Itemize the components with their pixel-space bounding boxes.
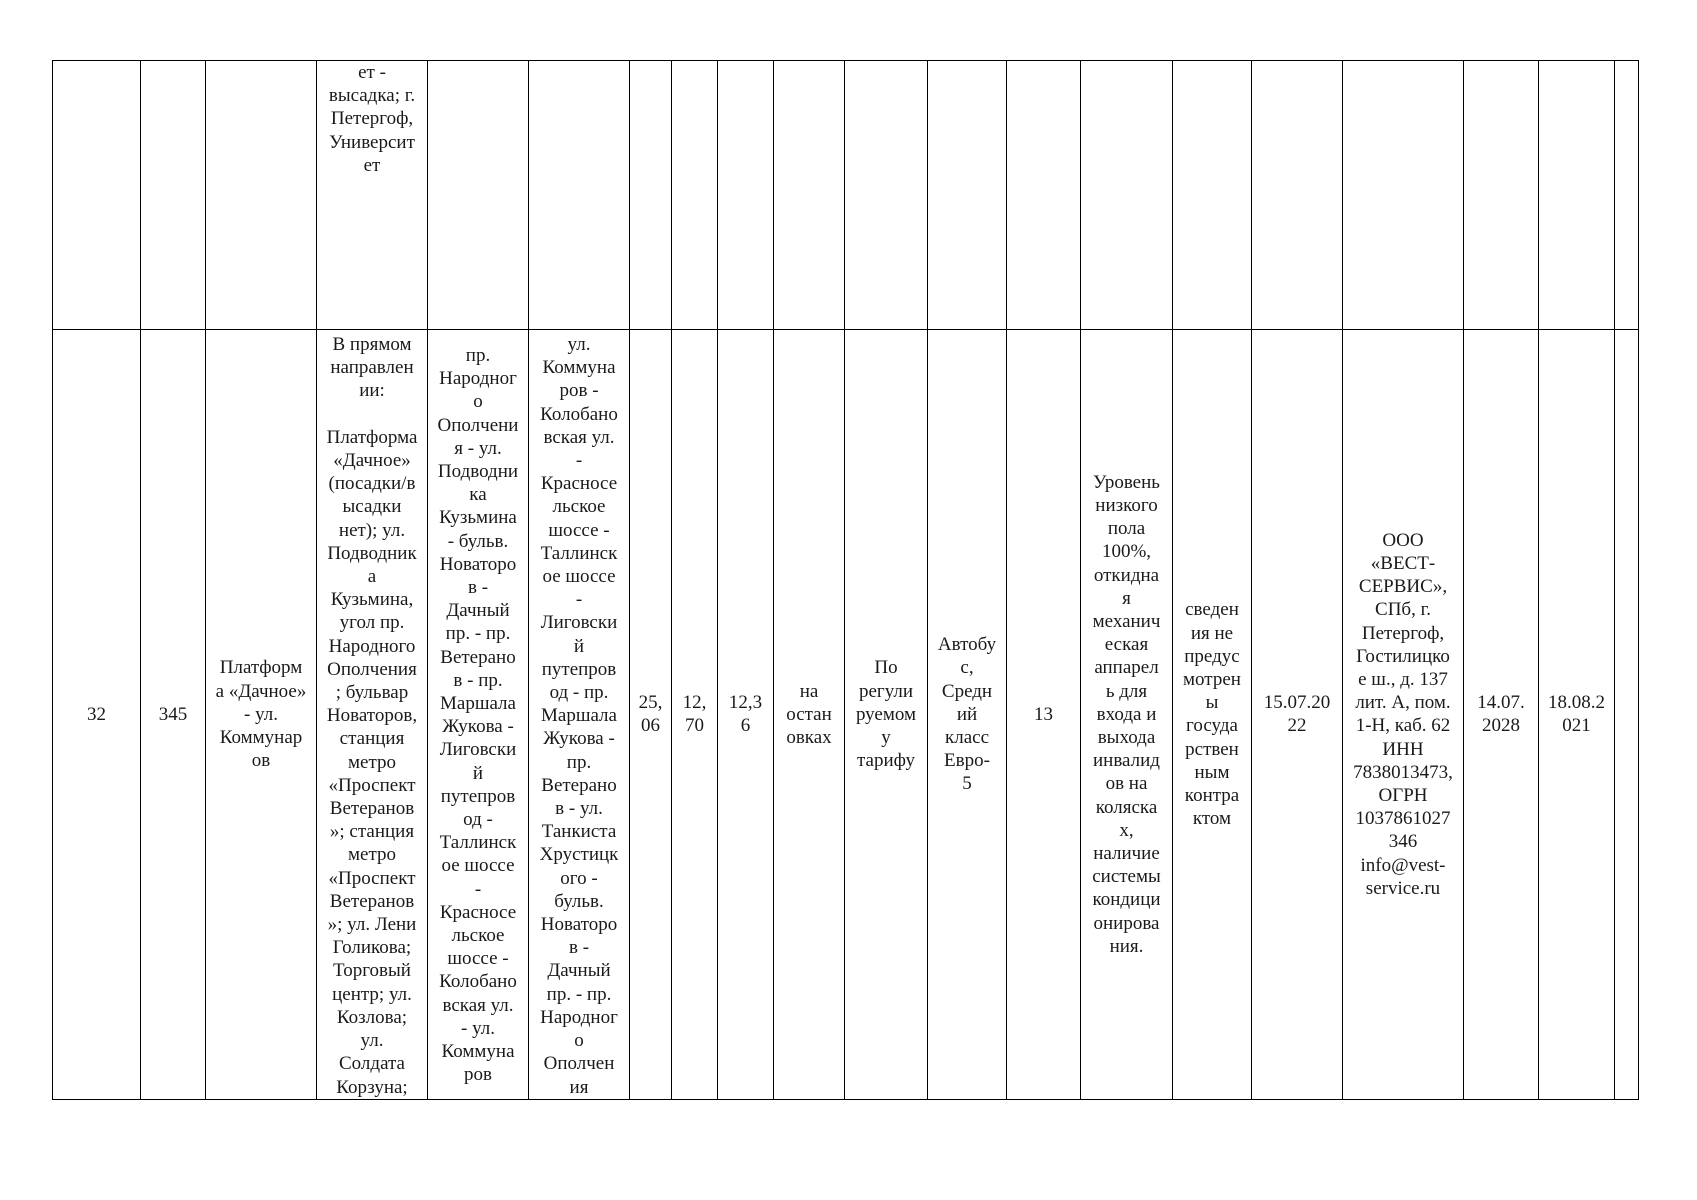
cell-tariff: [845, 61, 928, 330]
route-register-table: [52, 60, 1639, 1100]
cell-streets-forward: [428, 61, 529, 330]
cell-length-total: [718, 330, 774, 1100]
cell-length-forward: [630, 61, 672, 330]
cell-vehicle-count: [1007, 330, 1081, 1100]
contract-info: сведен ия не предус мотрен ы госуда рствен ным контра ктом: [1183, 599, 1241, 830]
cell-start-date: [1252, 330, 1343, 1100]
cell-stop-order: [774, 330, 845, 1100]
cell-stops: [317, 61, 428, 330]
cell-contract-info: [1173, 330, 1252, 1100]
cell-vehicle-features: [1081, 330, 1173, 1100]
cell-route-code: [141, 330, 206, 1100]
cell-extra: [1615, 61, 1639, 330]
end-date: 14.07. 2028: [1477, 692, 1525, 737]
cell-tariff: [845, 330, 928, 1100]
vehicle-count: 13: [1034, 703, 1053, 725]
cell-start-date: [1252, 61, 1343, 330]
cell-register-date: [1539, 330, 1615, 1100]
cell-vehicle-features: [1081, 61, 1173, 330]
cell-length-reverse: [672, 330, 718, 1100]
length-forward: 25, 06: [638, 692, 663, 737]
table-row-continuation: [53, 61, 1639, 330]
route-code: 345: [158, 703, 188, 725]
cell-number: [53, 330, 141, 1100]
cell-vehicle: [928, 330, 1007, 1100]
route-number: 32: [87, 703, 106, 725]
length-total: 12,3 6: [728, 692, 763, 737]
stop-order: на остан овках: [786, 680, 832, 748]
cell-vehicle: [928, 61, 1007, 330]
cell-streets-reverse: [529, 61, 630, 330]
cell-extra: [1615, 330, 1639, 1100]
cell-streets-forward: [428, 330, 529, 1100]
start-date: 15.07.20 22: [1263, 692, 1331, 737]
vehicle-type: Автобу с, Средн ий класс Евро- 5: [937, 634, 997, 795]
length-reverse: 12, 70: [682, 692, 707, 737]
cell-number: [53, 61, 141, 330]
table-row-route-32: [53, 330, 1639, 1100]
tariff: По регули руемом у тарифу: [855, 657, 917, 772]
cell-carrier: [1343, 330, 1464, 1100]
carrier-info: ООО «ВЕСТ- СЕРВИС», СПб, г. Петергоф, Гостилицко е ш., д. 137 лит. А, пом. 1-Н, каб. 62 ИНН 7838013473, ОГРН 1037861027 346 info@vest- service.ru: [1353, 529, 1453, 899]
cell-end-date: [1464, 330, 1539, 1100]
streets-reverse: ул. Коммуна ров - Колобано вская ул. - Красносе льское шоссе - Таллинск ое шоссе - Лиговски й путепров од - пр. Маршала Жукова - пр. Ветерано в - ул. Танкиста Хрустицк ого - бульв. Новаторо в - Дачный пр. - пр. Народног о Ополчен ия: [539, 334, 619, 1098]
cell-route-name: [206, 330, 317, 1100]
cell-contract-info: [1173, 61, 1252, 330]
route-name: Платформ а «Дачное» - ул. Коммунар ов: [215, 657, 307, 772]
cell-streets-reverse: [529, 330, 630, 1100]
streets-forward: пр. Народног о Ополчени я - ул. Подводни ка Кузьмина - бульв. Новаторо в - Дачный пр. - пр. Ветерано в - пр. Маршала Жукова - Лиговски й путепров од - Таллинск ое шоссе - Красносе льское шоссе - Колобано вская ул. - ул. Коммуна ров: [437, 345, 519, 1086]
stops-text: В прямом направлен ии: Платформа «Дачное» (посадки/в ысадки нет); ул. Подводник а Кузьмина, угол пр. Народного Ополчения ; бульвар Новаторов, станция метро «Проспект Ветеранов »; станция метро «Проспект Ветеранов »; ул. Лени Голикова; Торговый центр; ул. Козлова; ул. Солдата Корзуна;: [326, 334, 418, 1098]
stops-text-continued: ет - высадка; г. Петергоф, Университ ет: [328, 62, 416, 176]
cell-vehicle-count: [1007, 61, 1081, 330]
cell-route-code: [141, 61, 206, 330]
cell-route-name: [206, 61, 317, 330]
cell-end-date: [1464, 61, 1539, 330]
cell-length-forward: [630, 330, 672, 1100]
cell-stop-order: [774, 61, 845, 330]
cell-stops: [317, 330, 428, 1100]
cell-carrier: [1343, 61, 1464, 330]
cell-length-total: [718, 61, 774, 330]
cell-length-reverse: [672, 61, 718, 330]
vehicle-features: Уровень низкого пола 100%, откидна я механич еская аппарел ь для входа и выхода инвалид ов на коляска х, наличие системы кондици онирова ния.: [1092, 471, 1161, 957]
register-date: 18.08.2 021: [1548, 692, 1605, 737]
cell-register-date: [1539, 61, 1615, 330]
